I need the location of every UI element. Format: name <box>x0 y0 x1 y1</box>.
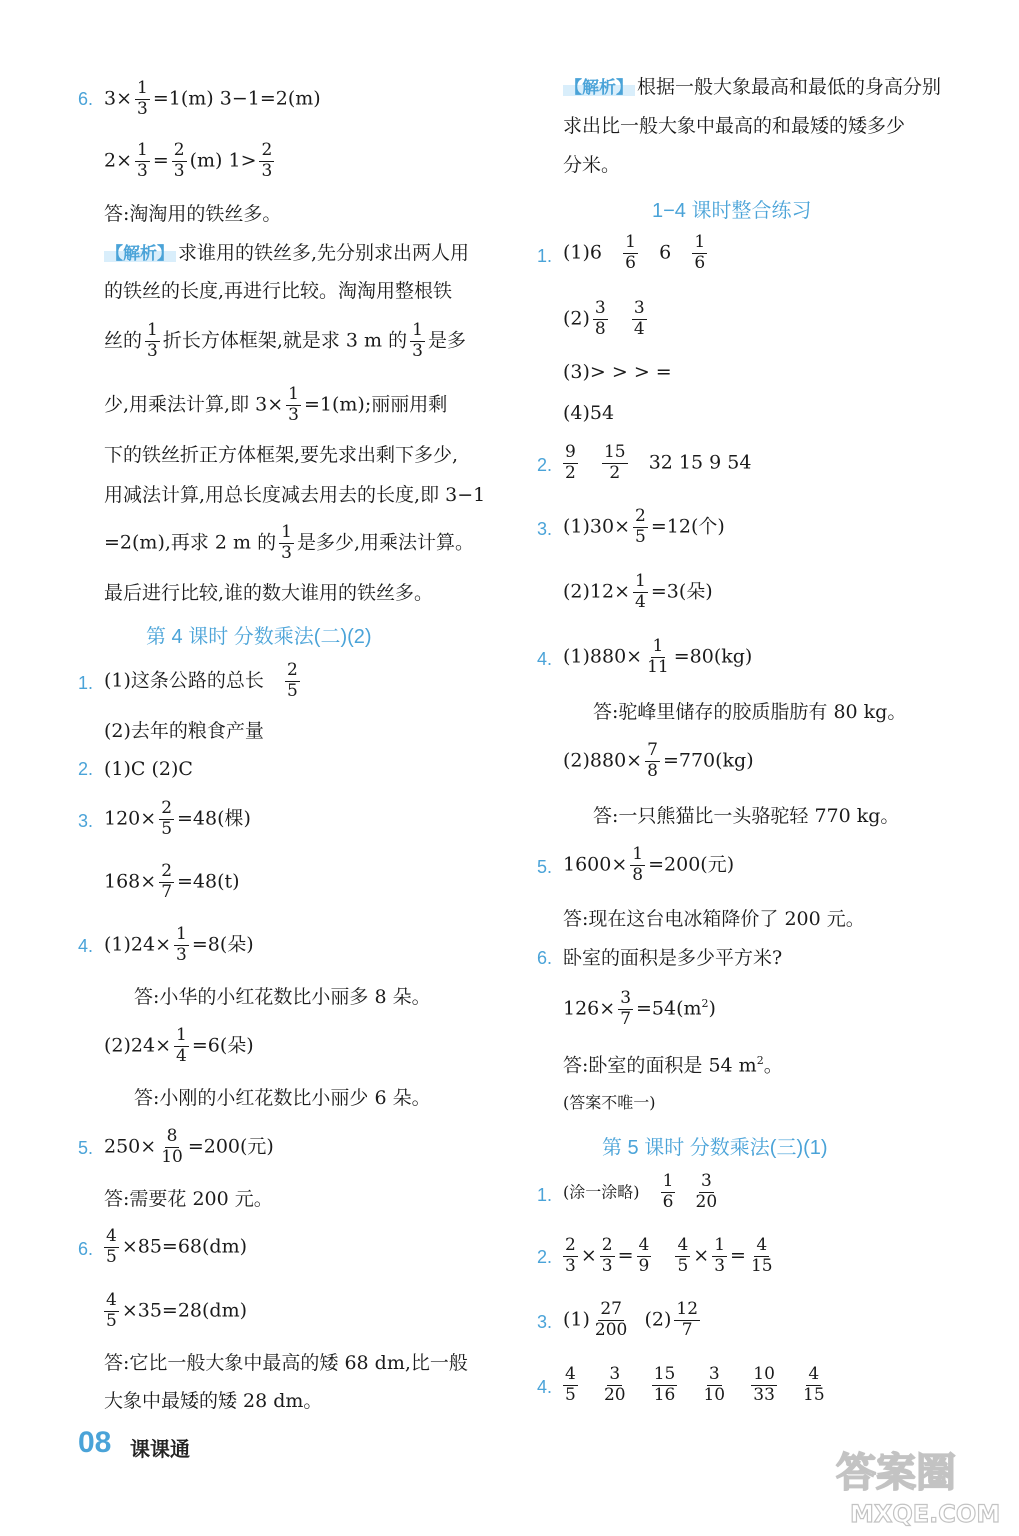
fraction <box>630 846 645 885</box>
explanation-line: 求出比一般大象中最高的和最矮的矮多少 <box>563 115 906 137</box>
fraction <box>661 1173 676 1212</box>
answer-line: (3)> > > = <box>563 361 672 383</box>
fraction-numerator: 4 <box>106 1226 117 1246</box>
question-number: 1. <box>537 1185 553 1205</box>
question-number: 2. <box>537 1247 553 1267</box>
fraction <box>637 1237 652 1276</box>
question-number: 5. <box>537 857 553 877</box>
question-number: 4. <box>78 936 94 956</box>
fraction-numerator: 15 <box>603 442 626 462</box>
fraction-numerator: 12 <box>676 1299 699 1319</box>
fraction <box>801 1366 827 1405</box>
fraction <box>259 142 274 181</box>
fraction-numerator: 1 <box>412 320 423 340</box>
fraction-numerator: 2 <box>565 1235 576 1255</box>
answer-line: (4)54 <box>563 402 615 424</box>
fraction <box>104 1228 119 1267</box>
fraction-numerator: 3 <box>609 1364 621 1384</box>
fraction-numerator: 7 <box>647 740 658 760</box>
fraction <box>600 1237 615 1276</box>
fraction-numerator: 1 <box>632 844 644 864</box>
watermark-text: 答案圈 <box>836 1450 956 1496</box>
fraction-denominator: 7 <box>681 1319 693 1340</box>
fraction <box>675 1237 690 1276</box>
fraction-denominator: 3 <box>176 944 187 965</box>
fraction-numerator: 1 <box>625 232 636 252</box>
fraction-denominator: 10 <box>161 1146 183 1167</box>
fraction <box>285 662 300 701</box>
fraction-numerator: 4 <box>808 1364 820 1384</box>
question-number: 2. <box>537 455 553 475</box>
answer-line: (2)去年的粮食产量 <box>104 720 264 742</box>
fraction-denominator: 3 <box>137 160 148 181</box>
fraction <box>286 386 301 425</box>
fraction-denominator: 4 <box>635 591 646 612</box>
question-number: 5. <box>78 1138 94 1158</box>
fraction-numerator: 4 <box>756 1235 768 1255</box>
fraction <box>645 638 671 677</box>
fraction <box>159 800 174 839</box>
answer-line: 答:驼峰里储存的胶质脂肪有 80 kg。 <box>593 701 907 723</box>
question-number: 4. <box>537 1377 553 1397</box>
explanation-line: 【 解析 】 根据一般大象最高和最低的身高分别 <box>563 78 941 97</box>
question-number: 3. <box>537 519 553 539</box>
watermark-logo <box>830 1438 1005 1528</box>
fraction-denominator: 4 <box>633 318 645 339</box>
fraction-numerator: 1 <box>281 522 292 542</box>
fraction <box>751 1366 777 1405</box>
fraction-numerator: 1 <box>635 571 646 591</box>
fraction-denominator: 3 <box>288 404 299 425</box>
answer-line: 答:卧室的面积是 54 $m^2$。 <box>563 1054 783 1077</box>
fraction-denominator: 16 <box>653 1384 676 1405</box>
question-number: 6. <box>537 948 553 968</box>
fraction <box>279 524 294 563</box>
fraction-numerator: 2 <box>161 861 173 881</box>
page-number: 08 <box>78 1426 112 1459</box>
fraction-numerator: 1 <box>176 924 187 944</box>
fraction-denominator: 3 <box>601 1255 613 1276</box>
fraction-numerator: 8 <box>166 1126 178 1146</box>
fraction <box>174 926 189 965</box>
answer-line: 答:淘淘用的铁丝多。 <box>104 203 282 225</box>
equation-line: 168× $\frac{2}{7}$ =48(t) <box>104 861 240 902</box>
fraction-numerator: 2 <box>287 660 298 680</box>
explanation-line: 少,用乘法计算,即 3× $\frac{1}{3}$ =1(m);丽丽用剩 <box>104 384 448 425</box>
answer-line: (1) $\frac{27}{200}$ (2) $\frac{12}{7}$ <box>563 1299 699 1340</box>
explanation-line: 下的铁丝折正方体框架,要先求出剩下多少, <box>104 444 459 466</box>
fraction-denominator: 6 <box>662 1191 674 1212</box>
fraction-numerator: 4 <box>677 1235 689 1255</box>
fraction-denominator: 8 <box>632 864 644 885</box>
fraction-numerator: 1 <box>147 320 158 340</box>
fraction-denominator: 8 <box>594 318 606 339</box>
fraction-denominator: 6 <box>694 252 706 273</box>
fraction-denominator: 11 <box>647 656 669 677</box>
fraction <box>618 990 633 1029</box>
fraction-denominator: 7 <box>161 881 173 902</box>
fraction <box>633 573 648 612</box>
fraction-denominator: 33 <box>753 1384 775 1405</box>
answer-line: 答:小华的小红花数比小丽多 8 朵。 <box>134 986 431 1008</box>
fraction-denominator: 2 <box>609 462 621 483</box>
fraction-denominator: 3 <box>281 542 292 563</box>
fraction <box>674 1301 700 1340</box>
question-number: 1. <box>78 673 94 693</box>
fraction <box>694 1173 720 1212</box>
fraction-numerator: 1 <box>662 1171 674 1191</box>
equation-line: (1)30× $\frac{2}{5}$ =12(个) <box>563 506 725 547</box>
fraction-numerator: 2 <box>261 140 273 160</box>
fraction-numerator: 15 <box>653 1364 676 1384</box>
answer-line: (涂一涂略) $\frac{1}{6}$ $\frac{3}{20}$ <box>563 1171 718 1212</box>
fraction-numerator: 1 <box>694 232 706 252</box>
question-number: 6. <box>78 89 94 109</box>
answer-line: 答:小刚的小红花数比小丽少 6 朵。 <box>134 1087 431 1109</box>
fraction-denominator: 7 <box>620 1008 632 1029</box>
fraction-denominator: 20 <box>695 1191 718 1212</box>
fraction <box>174 1027 189 1066</box>
fraction <box>712 1237 727 1276</box>
question-number: 6. <box>78 1239 94 1259</box>
fraction-numerator: 1 <box>137 78 148 98</box>
fraction-denominator: 9 <box>638 1255 650 1276</box>
explanation-line: 的铁丝的长度,再进行比较。淘淘用整根铁 <box>104 280 453 302</box>
fraction-numerator: 3 <box>633 298 645 318</box>
fraction-numerator: 27 <box>600 1299 622 1319</box>
fraction-numerator: 3 <box>594 298 606 318</box>
fraction <box>749 1237 775 1276</box>
fraction-denominator: 8 <box>647 760 658 781</box>
fraction-denominator: 10 <box>703 1384 726 1405</box>
fraction-denominator: 5 <box>287 680 298 701</box>
fraction <box>135 142 150 181</box>
section-title: 1−4 课时整合练习 <box>652 200 812 222</box>
brand-name: 课课通 <box>130 1439 190 1461</box>
equation-line: (2)24× $\frac{1}{4}$ =6(朵) <box>104 1025 254 1066</box>
watermark-url: MXQE.COM <box>850 1500 1001 1528</box>
fraction-denominator: 20 <box>603 1384 626 1405</box>
fraction-denominator: 15 <box>803 1384 825 1405</box>
fraction-denominator: 3 <box>137 98 148 119</box>
question-line: 卧室的面积是多少平方米? <box>563 947 783 969</box>
fraction <box>563 1366 578 1405</box>
fraction <box>593 1301 629 1340</box>
fraction-numerator: 2 <box>601 1235 613 1255</box>
fraction-denominator: 200 <box>594 1319 628 1340</box>
answer-line: 答:现在这台电冰箱降价了 200 元。 <box>563 908 865 930</box>
equation-line: 126× $\frac{3}{7}$ $=54(m^2)$ <box>563 988 716 1029</box>
answer-line: (1)C (2)C <box>104 758 193 780</box>
equation-line: (2)880× $\frac{7}{8}$ =770(kg) <box>563 740 754 781</box>
answer-line: 答:需要花 200 元。 <box>104 1188 273 1210</box>
equation-line: $\frac{4}{5}$ ×85=68(dm) <box>106 1226 248 1267</box>
fraction-denominator: 5 <box>106 1246 117 1267</box>
answer-line <box>563 1366 830 1405</box>
answer-line: (2) $\frac{3}{8}$ $\frac{3}{4}$ <box>563 298 645 339</box>
fraction <box>563 444 578 483</box>
fraction-numerator: 1 <box>652 636 664 656</box>
equation-line: 3× $\frac{1}{3}$ =1(m) 3−1=2(m) <box>104 78 321 119</box>
equation-line: (2)12× $\frac{1}{4}$ =3(朵) <box>563 571 713 612</box>
fraction <box>563 1237 578 1276</box>
equation-line: 120× $\frac{2}{5}$ =48(棵) <box>104 798 251 839</box>
equation-line: $\frac{2}{3}$ × $\frac{2}{3}$ = $\frac{4}{9}$ $\frac{4}{5}$ × $\frac{1}{3}$ = $\frac{4}{15}$ <box>565 1235 773 1276</box>
fraction-denominator: 3 <box>147 340 158 361</box>
fraction <box>135 80 150 119</box>
answer-line: (1)这条公路的总长 $\frac{2}{5}$ <box>104 660 298 701</box>
fraction <box>159 863 174 902</box>
fraction <box>623 234 638 273</box>
fraction <box>633 508 648 547</box>
fraction-numerator: 3 <box>708 1364 720 1384</box>
fraction <box>145 322 160 361</box>
explanation-line: =2(m),再求 2 m 的 $\frac{1}{3}$ 是多少,用乘法计算。 <box>104 522 474 563</box>
fraction-numerator: 1 <box>288 384 299 404</box>
fraction-numerator: 1 <box>137 140 148 160</box>
fraction <box>159 1128 185 1167</box>
fraction-denominator: 4 <box>176 1045 187 1066</box>
question-number: 2. <box>78 759 94 779</box>
question-number: 1. <box>537 246 553 266</box>
fraction-denominator: 3 <box>412 340 423 361</box>
fraction <box>172 142 187 181</box>
fraction <box>593 300 608 339</box>
fraction-denominator: 5 <box>635 526 646 547</box>
explanation-line: 最后进行比较,谁的数大谁用的铁丝多。 <box>104 582 434 604</box>
explanation-line: 【 解析 】 求谁用的铁丝多,先分别求出两人用 <box>104 244 469 263</box>
fraction-denominator: 5 <box>565 1384 576 1405</box>
answer-line: $\frac{9}{2}$ $\frac{15}{2}$ 32 15 9 54 <box>565 442 752 483</box>
fraction-numerator: 9 <box>565 442 576 462</box>
fraction-numerator: 2 <box>161 798 173 818</box>
fraction <box>602 444 628 483</box>
fraction-denominator: 5 <box>106 1310 117 1331</box>
fraction-numerator: 10 <box>753 1364 775 1384</box>
fraction-numerator: 1 <box>714 1235 726 1255</box>
equation-line: (1)880× $\frac{1}{11}$ =80(kg) <box>563 636 753 677</box>
fraction <box>410 322 425 361</box>
explanation-line: 用减法计算,用总长度减去用去的长度,即 3−1 <box>104 484 486 506</box>
fraction-denominator: 6 <box>625 252 636 273</box>
answer-line: 答:它比一般大象中最高的矮 68 dm,比一般 <box>104 1352 468 1374</box>
fraction <box>645 742 660 781</box>
section-title: 第 4 课时 分数乘法(二)(2) <box>146 626 372 648</box>
fraction <box>701 1366 727 1405</box>
fraction-denominator: 3 <box>261 160 273 181</box>
fraction <box>652 1366 678 1405</box>
fraction <box>632 300 647 339</box>
fraction-numerator: 2 <box>635 506 646 526</box>
fraction-numerator: 3 <box>620 988 632 1008</box>
equation-line: 2× $\frac{1}{3}$ = $\frac{2}{3}$ (m) 1> $\frac{2}{3}$ <box>104 140 273 181</box>
question-number: 3. <box>78 811 94 831</box>
analysis-tag: 【 解析 】 <box>563 79 635 96</box>
fraction-denominator: 3 <box>173 160 185 181</box>
explanation-line: 丝的 $\frac{1}{3}$ 折长方体框架,就是求 3 m 的 $\frac{1}{3}$ 是多 <box>104 320 466 361</box>
analysis-tag: 【 解析 】 <box>104 245 176 262</box>
fraction-denominator: 15 <box>750 1255 773 1276</box>
question-number: 4. <box>537 649 553 669</box>
answer-line: (1)6 $\frac{1}{6}$ 6 $\frac{1}{6}$ <box>563 232 706 273</box>
fraction-numerator: 4 <box>565 1364 576 1384</box>
equation-line: 250× $\frac{8}{10}$ =200(元) <box>104 1126 274 1167</box>
fraction <box>104 1292 119 1331</box>
fraction-numerator: 1 <box>176 1025 187 1045</box>
fraction-denominator: 2 <box>565 462 576 483</box>
fraction-numerator: 4 <box>106 1290 117 1310</box>
fraction-numerator: 4 <box>638 1235 650 1255</box>
fraction-denominator: 5 <box>677 1255 689 1276</box>
fraction-denominator: 3 <box>714 1255 726 1276</box>
fraction-numerator: 2 <box>173 140 185 160</box>
note-line: (答案不唯一) <box>563 1093 656 1112</box>
equation-line: $\frac{4}{5}$ ×35=28(dm) <box>106 1290 248 1331</box>
equation-line: (1)24× $\frac{1}{3}$ =8(朵) <box>104 924 254 965</box>
section-title: 第 5 课时 分数乘法(三)(1) <box>602 1137 828 1159</box>
fraction-denominator: 5 <box>161 818 173 839</box>
question-number: 3. <box>537 1312 553 1332</box>
equation-line: 1600× $\frac{1}{8}$ =200(元) <box>563 844 735 885</box>
answer-line: 大象中最矮的矮 28 dm。 <box>104 1390 323 1412</box>
fraction <box>692 234 707 273</box>
fraction-numerator: 3 <box>700 1171 712 1191</box>
fraction <box>602 1366 628 1405</box>
explanation-line: 分米。 <box>563 154 621 176</box>
answer-line: 答:一只熊猫比一头骆驼轻 770 kg。 <box>593 805 900 827</box>
fraction-denominator: 3 <box>565 1255 576 1276</box>
